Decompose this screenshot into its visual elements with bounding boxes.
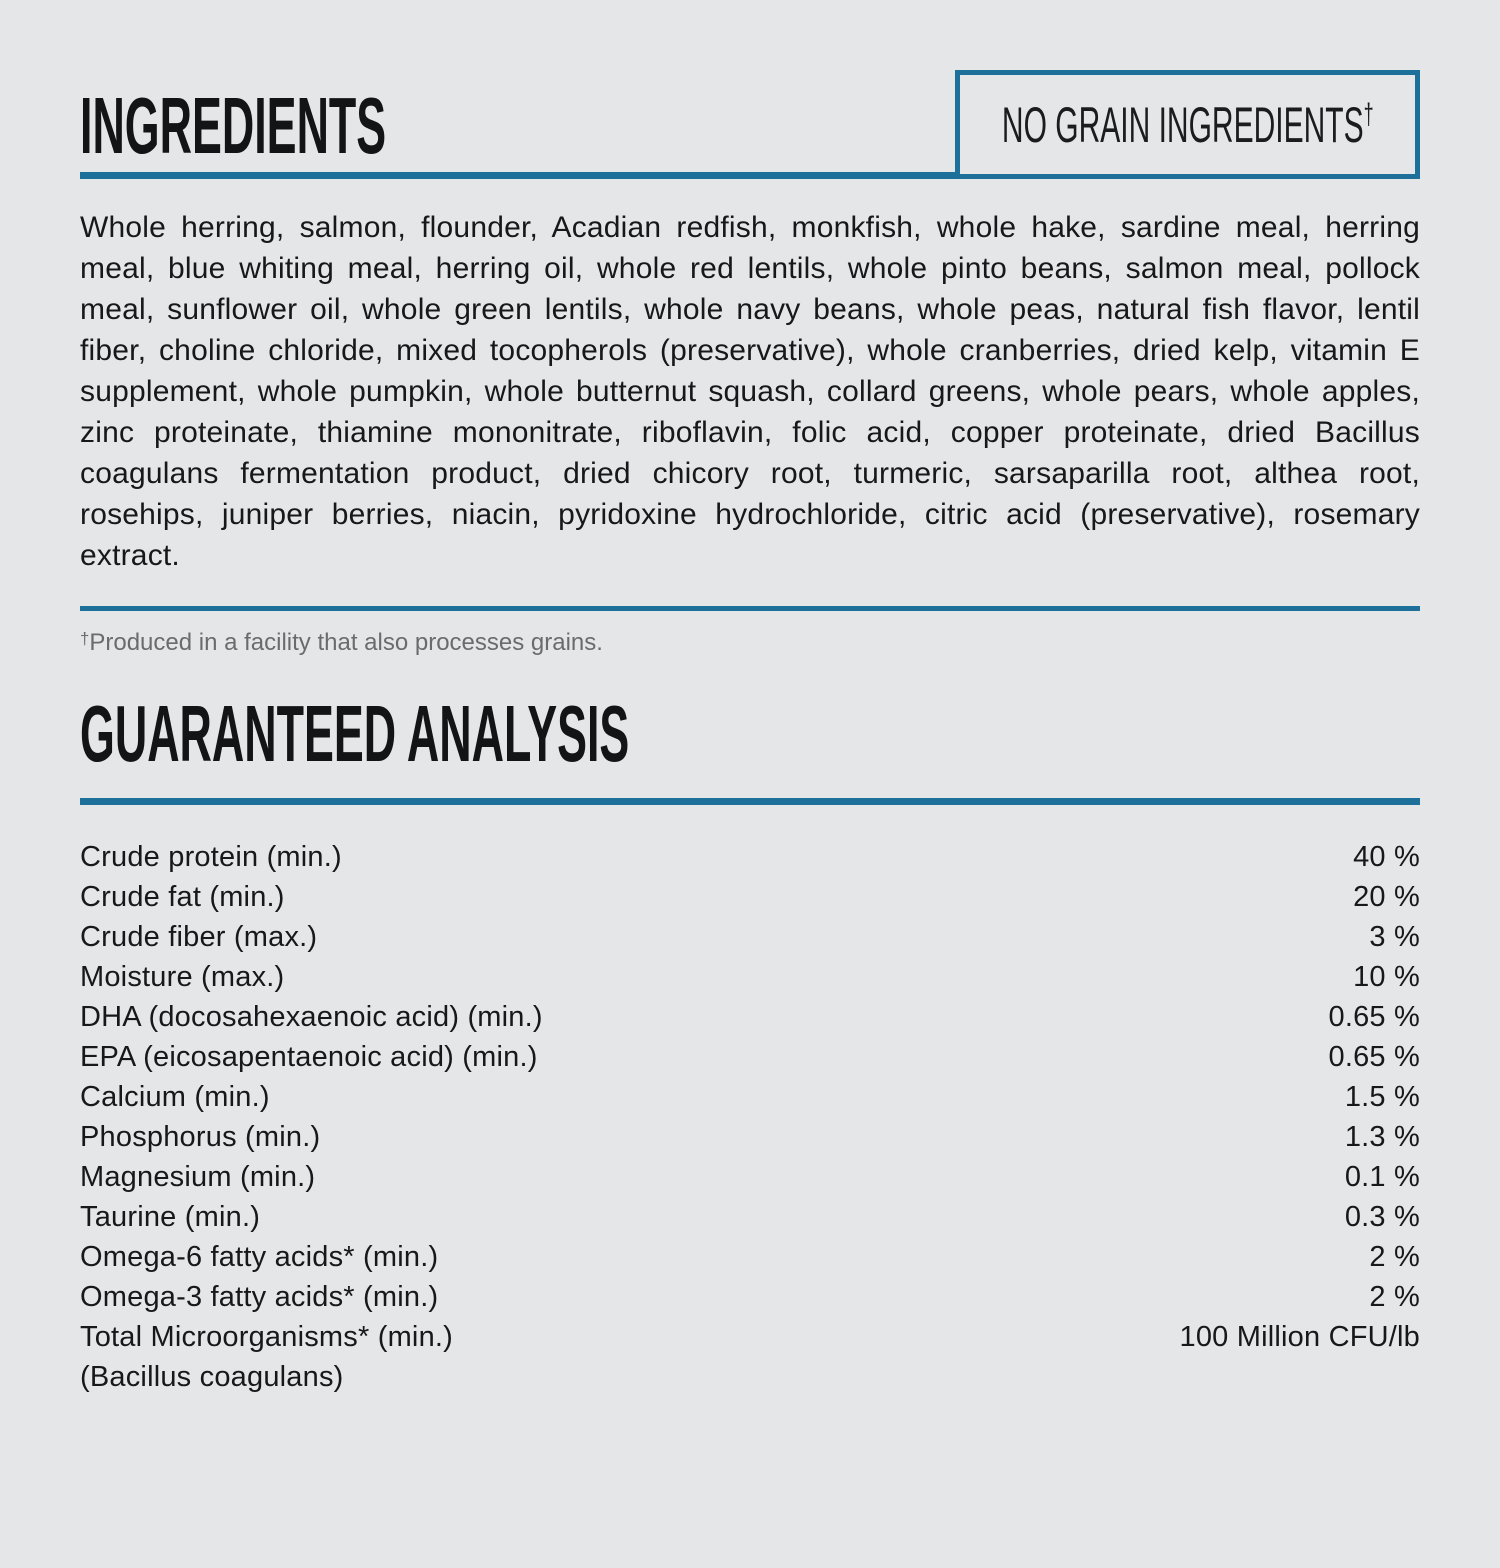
ingredients-heading: INGREDIENTS (80, 81, 387, 170)
analysis-label: Crude fat (min.) (80, 881, 285, 913)
analysis-value: 20 % (1353, 881, 1420, 913)
analysis-label: (Bacillus coagulans) (80, 1361, 344, 1393)
analysis-label: DHA (docosahexaenoic acid) (min.) (80, 1001, 543, 1033)
analysis-label: Phosphorus (min.) (80, 1121, 321, 1153)
no-grain-badge-text (1001, 96, 1374, 153)
analysis-value: 0.3 % (1344, 1201, 1420, 1233)
analysis-value: 100 Million CFU/lb (1179, 1321, 1420, 1353)
table-row (80, 1317, 1420, 1357)
analysis-label: Magnesium (min.) (80, 1161, 316, 1193)
table-row (80, 1197, 1420, 1237)
table-row (80, 1237, 1420, 1277)
table-row (80, 997, 1420, 1037)
analysis-value: 10 % (1353, 961, 1420, 993)
footnote-dagger: † (80, 629, 90, 648)
analysis-label: Crude protein (min.) (80, 841, 342, 873)
analysis-label: Crude fiber (max.) (80, 921, 318, 953)
table-row (80, 1117, 1420, 1157)
table-row (80, 1077, 1420, 1117)
ingredients-list-text: Whole herring, salmon, flounder, Acadian redfish, monkfish, whole hake, sardine meal, herring meal, blue whiting meal, herring oil, whole red lentils, whole pinto beans, salmon meal, pollock meal, sunflower oil, whole green lentils, whole navy beans, whole peas, natural fish flavor, lentil fiber, choline chloride, mixed tocopherols (preservative), whole cranberries, dried kelp, vitamin E supplement, whole pumpkin, whole butternut squash, collard greens, whole pears, whole apples, zinc proteinate, thiamine mononitrate, riboflavin, folic acid, copper proteinate, dried Bacillus coagulans fermentation product, dried chicory root, turmeric, sarsaparilla root, althea root, rosehips, juniper berries, niacin, pyridoxine hydrochloride, citric acid (preservative), rosemary extract. (80, 211, 1420, 572)
grain-facility-footnote (80, 624, 1420, 658)
analysis-value: 2 % (1369, 1281, 1420, 1313)
analysis-label: Taurine (min.) (80, 1201, 261, 1233)
guaranteed-analysis-heading: GUARANTEED ANALYSIS (80, 689, 630, 778)
footnote-text: Produced in a facility that also processes grains. (89, 629, 603, 656)
analysis-label: EPA (eicosapentaenoic acid) (min.) (80, 1041, 538, 1073)
analysis-value: 1.3 % (1344, 1121, 1420, 1153)
table-row (80, 877, 1420, 917)
table-row (80, 917, 1420, 957)
analysis-value: 40 % (1353, 841, 1420, 873)
badge-dagger: † (1363, 97, 1374, 131)
table-row (80, 837, 1420, 877)
analysis-label: Total Microorganisms* (min.) (80, 1321, 454, 1353)
pet-food-label (0, 68, 1500, 1568)
analysis-divider-rule (80, 798, 1420, 805)
no-grain-badge-label: NO GRAIN INGREDIENTS (1001, 96, 1364, 153)
table-row (80, 1277, 1420, 1317)
analysis-label: Calcium (min.) (80, 1081, 270, 1113)
analysis-label: Omega-3 fatty acids* (min.) (80, 1281, 439, 1313)
divider-rule (80, 606, 1420, 611)
analysis-value: 2 % (1369, 1241, 1420, 1273)
no-grain-badge (955, 70, 1420, 179)
table-row (80, 1037, 1420, 1077)
table-row (80, 1357, 1420, 1397)
guaranteed-analysis-table (80, 837, 1420, 1397)
guaranteed-analysis-header (80, 689, 1420, 778)
table-row (80, 1157, 1420, 1197)
analysis-value: 0.65 % (1328, 1041, 1420, 1073)
analysis-label: Omega-6 fatty acids* (min.) (80, 1241, 439, 1273)
table-row (80, 957, 1420, 997)
analysis-label: Moisture (max.) (80, 961, 285, 993)
analysis-value: 0.65 % (1328, 1001, 1420, 1033)
analysis-value: 3 % (1369, 921, 1420, 953)
ingredients-header (80, 68, 1420, 179)
analysis-value: 0.1 % (1344, 1161, 1420, 1193)
analysis-value: 1.5 % (1344, 1081, 1420, 1113)
